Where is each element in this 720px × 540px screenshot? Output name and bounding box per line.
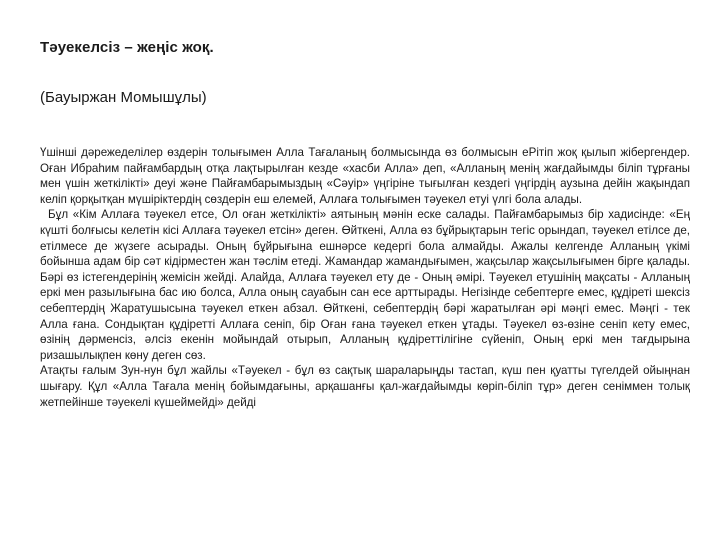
document-body [40,145,690,410]
paragraph-1: Үшінші дәрежеделілер өздерін толығымен Алла Тағаланың болмысында өз болмысын еРітіп жоқ қылып жібергендер. Оған Ибраһим пайғамбардың отқа лақтырылған кезде «хасби Алла» деп, «Алланың менің жағдайымды біліп тұрғаны мен үшін жеткілікті» деуі және Пайғамбарымыздың «Сәуір» үңгіріне тығылған кездегі үңгірдің аузына дейін жақындап келіп қорқытқан мүшіріктердің сөздерін еш елемей, Аллаға толығымен тәуекел етуі үлгі бола алады. [40,146,690,206]
document-title: Тәуекелсіз – жеңіс жоқ. [40,39,214,56]
paragraph-3: Атақты ғалым Зун-нун бұл жайлы «Тәуекел - бұл өз сақтық шараларыңды тастап, күш пен қуатты түгелдей ойыңнан шығару. Құл «Алла Тағала менің бойымдағыны, арқашанғы қал-жағдайымды көріп-біліп тұр» деген сеніммен толық жетпейінше тәуекелі күшеймейді» дейді [40,364,690,409]
author-attribution: (Бауыржан Момышұлы) [40,89,207,106]
paragraph-2: Бұл «Кім Аллаға тәуекел етсе, Ол оған жеткілікті» аятының мәнін еске салады. Пайғамбарымыз бір хадисінде: «Ең күшті болғысы келетін кісі Аллаға тәуекел етсін» деген. Өйткені, Алла өз бұйрықтарын тегіс орындап, тәуекел етілсе де, етілмесе де жүзеге асырады. Оның бұйрығына ешнәрсе кедергі бола алмайды. Ажалы келгенде Алланың үкімі бойынша адам бір сәт кідірместен жан тәслім етеді. Жамандар жамандығымен, жақсылар жақсылығымен бірге қалады. Бәрі өз істегендерінің жемісін жейді. Алайда, Аллаға тәуекел ету де - Оның әмірі. Тәуекел етушінің мақсаты - Алланың еркі мен разылығына бас ию болса, Алла оның сауабын сан есе арттырады. Негізінде себептерге емес, құдіреті шексіз себептердің Жаратушысына тәуекел еткен абзал. Өйткені, себептердің бәрі жаратылған әрі мәңгі емес. Мәңгі - тек Алла ғана. Сондықтан құдіретті Аллаға сеніп, бір Оған ғана тәуекел еткен ұтады. Тәуекел өз-өзіне сеніп кету емес, өзінің дәрменсіз, әлсіз екенін мойындай отырып, Алланың құдіреттілігіне сүйеніп, Оның еркі мен тағдырына ризашылықпен көну деген сөз. [40,208,690,362]
